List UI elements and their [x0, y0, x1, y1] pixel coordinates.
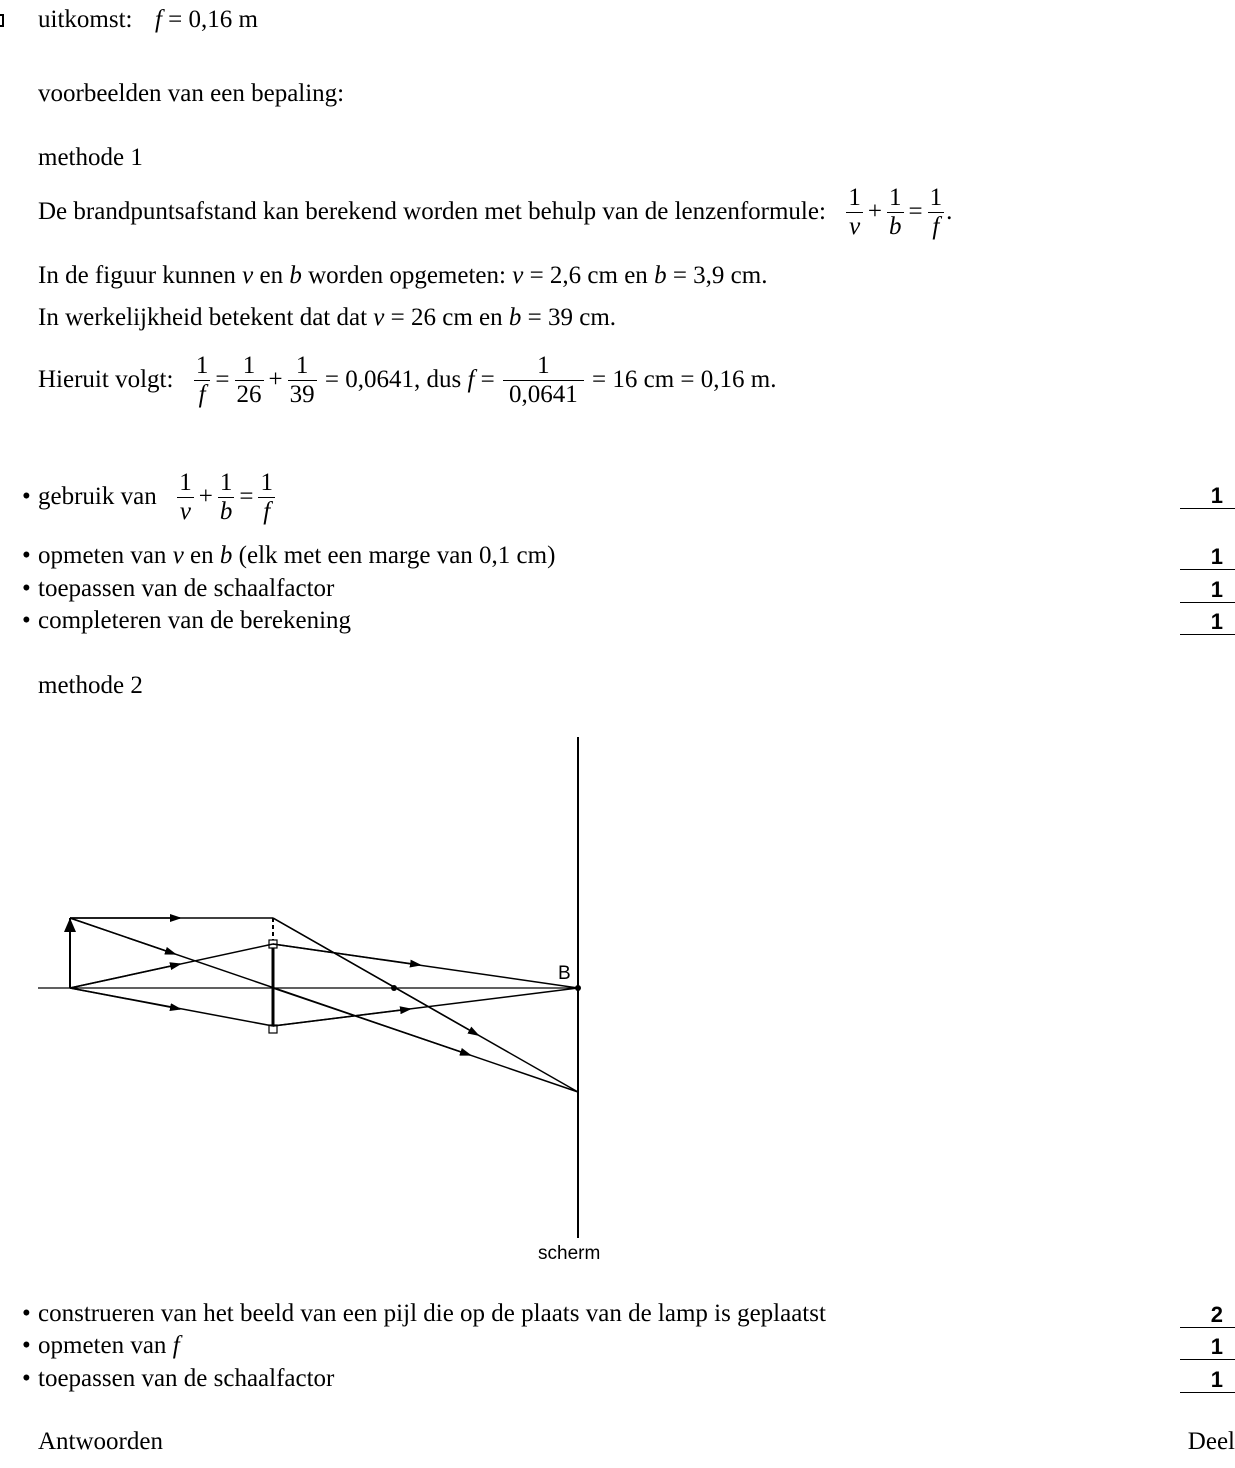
- ray-diagram: [0, 720, 1235, 1280]
- outcome-value: = 0,16 m: [168, 6, 258, 33]
- score-badge: 1: [1180, 1368, 1235, 1393]
- lens-formula: $\frac{1}{v}$ + $\frac{1}{b}$ = $\frac{1}{f}$ .: [848, 184, 953, 240]
- focal-point: [391, 985, 397, 991]
- ray: [273, 944, 420, 965]
- method1-line3: In werkelijkheid betekent dat dat v = 26 cm en b = 39 cm.: [38, 304, 617, 331]
- checkbox-icon: [0, 14, 4, 27]
- ray: [273, 988, 470, 1055]
- label-screen: scherm: [538, 1243, 601, 1264]
- score-badge: 1: [1180, 484, 1235, 509]
- criterion-scale-2: • toepassen van de schaalfactor: [22, 1365, 335, 1392]
- criterion-use-formula: • gebruik van $\frac{1}{v}$ + $\frac{1}{b}$ = $\frac{1}{f}$: [22, 469, 273, 525]
- criterion-measure-f: • opmeten van f: [22, 1332, 180, 1359]
- outcome-variable: f: [154, 6, 162, 33]
- outcome-label: uitkomst:: [38, 6, 133, 33]
- lens-formula-intro: De brandpuntsafstand kan berekend worden met behulp van de lenzenformule:: [38, 198, 826, 225]
- score-badge: 1: [1180, 545, 1235, 570]
- label-b: B: [558, 963, 571, 984]
- score-badge: 1: [1180, 1335, 1235, 1360]
- score-badge: 1: [1180, 610, 1235, 635]
- score-badge: 2: [1180, 1303, 1235, 1328]
- score-badge: 1: [1180, 578, 1235, 603]
- method1-title: methode 1: [38, 144, 143, 171]
- criterion-complete: • completeren van de berekening: [22, 607, 352, 634]
- image-point: [575, 985, 581, 991]
- criterion-scale: • toepassen van de schaalfactor: [22, 575, 335, 602]
- ray: [70, 988, 180, 1009]
- method1-line2: In de figuur kunnen v en b worden opgemeten: v = 2,6 cm en b = 3,9 cm.: [38, 262, 768, 289]
- ray: [70, 964, 180, 988]
- ray: [273, 918, 478, 1035]
- criterion-construct: • construeren van het beeld van een pijl die op de plaats van de lamp is geplaatst: [22, 1300, 826, 1327]
- criterion-measure: • opmeten van v en b (elk met een marge van 0,1 cm): [22, 542, 556, 569]
- footer-left: Antwoorden: [38, 1428, 163, 1455]
- outcome-line: [38, 6, 258, 34]
- ray: [70, 918, 175, 954]
- method1-line1: [38, 182, 952, 242]
- intro-text: voorbeelden van een bepaling:: [38, 80, 345, 107]
- method1-line4: Hieruit volgt: $\frac{1}{f}$ = $\frac{1}{26}$ + $\frac{1}{39}$ = 0,0641, dus f = $\frac{1}{0,0641}$ = 16 cm = 0,16 m.: [38, 352, 777, 408]
- footer-right: Deel: [1187, 1428, 1235, 1455]
- method2-title: methode 2: [38, 672, 143, 699]
